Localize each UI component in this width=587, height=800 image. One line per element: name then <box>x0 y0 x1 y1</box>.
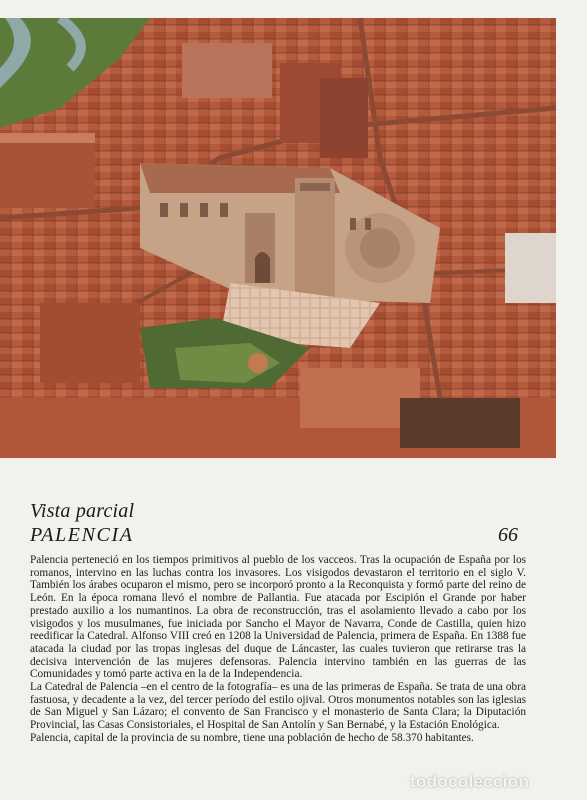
caption-subtitle: Vista parcial <box>30 500 135 522</box>
caption-title: PALENCIA <box>30 524 134 546</box>
cathedral-illustration <box>0 18 556 458</box>
description-text <box>30 554 526 745</box>
aerial-cathedral-photo <box>0 18 556 458</box>
paragraph-history: Palencia perteneció en los tiempos primitivos al pueblo de los vacceos. Tras la ocupación de España por los romanos, intervino en las luchas contra los invasores. Los visigodos devastaron el territorio en el siglo V. También los árabes ocuparon el mismo, pero se incorporó pronto a la Reconquista y formó parte del reino de León. En la época romana llevó el nombre de Pallantia. Fue atacada por Escipión el Grande por haber prestado auxilio a los numantinos. La obra de reconstrucción, tras el asolamiento llevado a cabo por los visigodos y los musulmanes, fue iniciada por Sancho el Mayor de Navarra, Conde de Castilla, quien hizo reedificar la Catedral. Alfonso VIII creó en 1208 la Universidad de Palencia, primera de España. En 1388 fue atacada la ciudad por las tropas inglesas del duque de Láncaster, las cuales tuvieron que retirarse tras la decisiva intervención de las mujeres defensoras. Palencia intervino también en las guerras de las Comunidades y tomó parte activa en la de la Independencia. <box>30 554 526 681</box>
paragraph-population: Palencia, capital de la provincia de su nombre, tiene una población de hecho de 58.370 habitantes. <box>30 731 474 744</box>
watermark-logo: todocoleccion <box>410 772 530 791</box>
page-number: 66 <box>498 524 518 546</box>
paragraph-cathedral: La Catedral de Palencia –en el centro de la fotografía– es una de las primeras de España. Se trata de una obra fastuosa, y decadente a la vez, del tercer período del estilo ojival. Otros monumentos notables son las iglesias de San Miguel y San Lázaro; el convento de San Francisco y el monasterio de Santa Clara; la Diputación Provincial, las Casas Consistoriales, el Hospital de San Antolín y San Bernabé, y la Estación Enológica. <box>30 681 526 732</box>
